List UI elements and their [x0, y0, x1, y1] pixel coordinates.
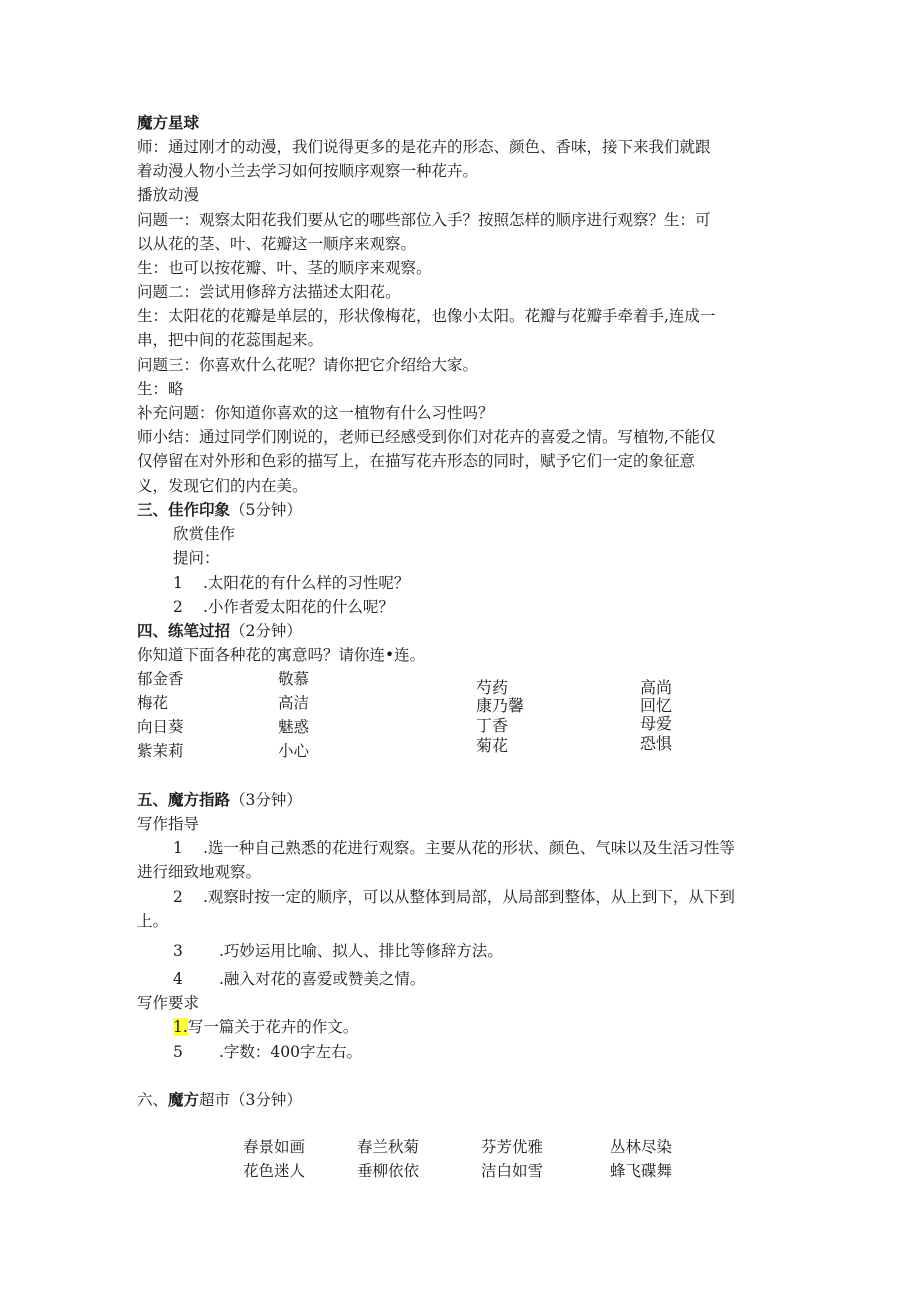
meaning-right: 母爱 — [640, 714, 673, 733]
highlighted-number: 1. — [173, 1018, 188, 1036]
section6-heading — [137, 1089, 787, 1111]
list-number: 4 — [173, 970, 183, 988]
phrase: 洁白如雪 — [481, 1162, 544, 1180]
phrase: 春兰秋菊 — [357, 1138, 420, 1156]
phrase: 垂柳依依 — [357, 1162, 420, 1180]
list-number: 2 — [173, 598, 183, 616]
list-text: .观察时按一定的顺序，可以从整体到局部，从局部到整体，从上到下，从下到 — [203, 888, 735, 906]
list-text: .字数：400字左右。 — [219, 1043, 363, 1061]
section3-question-2 — [173, 596, 823, 618]
list-text: 写一篇关于花卉的作文。 — [187, 1018, 359, 1036]
meaning-left: 高洁 — [278, 694, 310, 712]
text-line: 义，发现它们的内在美。 — [137, 477, 308, 495]
text-line: 仅停留在对外形和色彩的描写上，在描写花卉形态的同时，赋予它们一定的象征意 — [137, 452, 696, 470]
phrase: 芬芳优雅 — [481, 1138, 544, 1156]
phrase: 丛林尽染 — [610, 1138, 673, 1156]
text-line: 师：通过刚才的动漫，我们说得更多的是花卉的形态、颜色、香味，接下来我们就跟 — [137, 138, 711, 156]
text-line: 着动漫人物小兰去学习如何按顺序观察一种花卉。 — [137, 162, 479, 180]
text-line: 补充问题：你知道你喜欢的这一植物有什么习性吗？ — [137, 404, 494, 422]
flower-left: 梅花 — [137, 694, 169, 712]
list-text: .太阳花的有什么样的习性呢？ — [203, 574, 410, 592]
list-text: .巧妙运用比喻、拟人、排比等修辞方法。 — [219, 942, 503, 960]
requirement-item-1 — [173, 1016, 823, 1038]
text-line: 播放动漫 — [137, 186, 200, 204]
text-line: 以从花的茎、叶、花瓣这一顺序来观察。 — [137, 235, 417, 253]
section3-line1: 欣赏佳作 — [173, 525, 236, 543]
flower-right: 菊花 — [476, 736, 509, 755]
guide-item-2 — [173, 886, 823, 908]
list-text: .融入对花的喜爱或赞美之情。 — [219, 970, 426, 988]
section3-line2: 提问： — [173, 549, 220, 567]
list-text: .选一种自己熟悉的花进行观察。主要从花的形状、颜色、气味以及生活习性等 — [203, 839, 735, 857]
list-number: 5 — [173, 1043, 183, 1061]
flower-right: 康乃馨 — [476, 696, 525, 715]
text-line: 串，把中间的花蕊围起来。 — [137, 331, 324, 349]
guide-item-2-cont: 上。 — [137, 912, 169, 930]
list-number: 3 — [173, 942, 183, 960]
guide-title: 写作指导 — [137, 815, 200, 833]
section4-heading — [137, 620, 787, 642]
text-line: 生：略 — [137, 380, 184, 398]
text-line: 问题二：尝试用修辞方法描述太阳花。 — [137, 283, 401, 301]
meaning-right: 高尚 — [640, 678, 673, 697]
phrase: 花色迷人 — [243, 1162, 306, 1180]
section4-prompt: 你知道下面各种花的寓意吗？请你连•连。 — [137, 646, 426, 664]
text-line: 师小结：通过同学们刚说的，老师已经感受到你们对花卉的喜爱之情。写植物,不能仅 — [137, 428, 716, 446]
section3-time: （5分钟） — [230, 501, 302, 519]
list-text: .小作者爱太阳花的什么呢？ — [203, 598, 394, 616]
section5-heading — [137, 789, 787, 811]
section3-heading — [137, 499, 787, 521]
flower-left: 向日葵 — [137, 718, 184, 736]
text-line: 问题三：你喜欢什么花呢？请你把它介绍给大家。 — [137, 356, 479, 374]
meaning-left: 敬慕 — [278, 670, 310, 688]
guide-item-1 — [173, 837, 823, 859]
section6-title-bold: 魔方 — [168, 1090, 200, 1109]
list-number: 1 — [173, 839, 183, 857]
meaning-left: 小心 — [278, 742, 310, 760]
requirement-item-2 — [173, 1041, 823, 1063]
flower-left: 紫茉莉 — [137, 742, 184, 760]
phrase: 春景如画 — [243, 1138, 306, 1156]
text-line: 生：太阳花的花瓣是单层的，形状像梅花，也像小太阳。花瓣与花瓣手牵着手,连成一 — [137, 307, 716, 325]
guide-item-3 — [173, 940, 823, 962]
section4-title: 四、练笔过招 — [137, 621, 231, 640]
section6-time: （3分钟） — [230, 1091, 302, 1109]
section6-title-suffix: 超市 — [199, 1091, 231, 1109]
meaning-right: 恐惧 — [640, 734, 673, 753]
text-line: 问题一：观察太阳花我们要从它的哪些部位入手？按照怎样的顺序进行观察？生：可 — [137, 211, 711, 229]
text-line: 生：也可以按花瓣、叶、茎的顺序来观察。 — [137, 259, 432, 277]
list-number: 1 — [173, 574, 183, 592]
section3-title: 三、佳作印象 — [137, 500, 231, 519]
section4-time: （2分钟） — [230, 622, 302, 640]
section6-title-prefix: 六、 — [137, 1091, 169, 1109]
section5-title: 五、魔方指路 — [137, 790, 231, 809]
phrase: 蜂飞碟舞 — [610, 1162, 673, 1180]
list-number: 2 — [173, 888, 183, 906]
guide-item-4 — [173, 968, 823, 990]
flower-left: 郁金香 — [137, 670, 184, 688]
meaning-right: 回忆 — [640, 696, 673, 715]
requirement-title: 写作要求 — [137, 994, 200, 1012]
meaning-left: 魅惑 — [278, 718, 310, 736]
heading-mofang-xingqiu: 魔方星球 — [137, 113, 200, 132]
flower-right: 丁香 — [476, 716, 509, 735]
section5-time: （3分钟） — [230, 791, 302, 809]
section3-question-1 — [173, 572, 823, 594]
flower-right: 芍药 — [476, 678, 509, 697]
guide-item-1-cont: 进行细致地观察。 — [137, 863, 262, 881]
